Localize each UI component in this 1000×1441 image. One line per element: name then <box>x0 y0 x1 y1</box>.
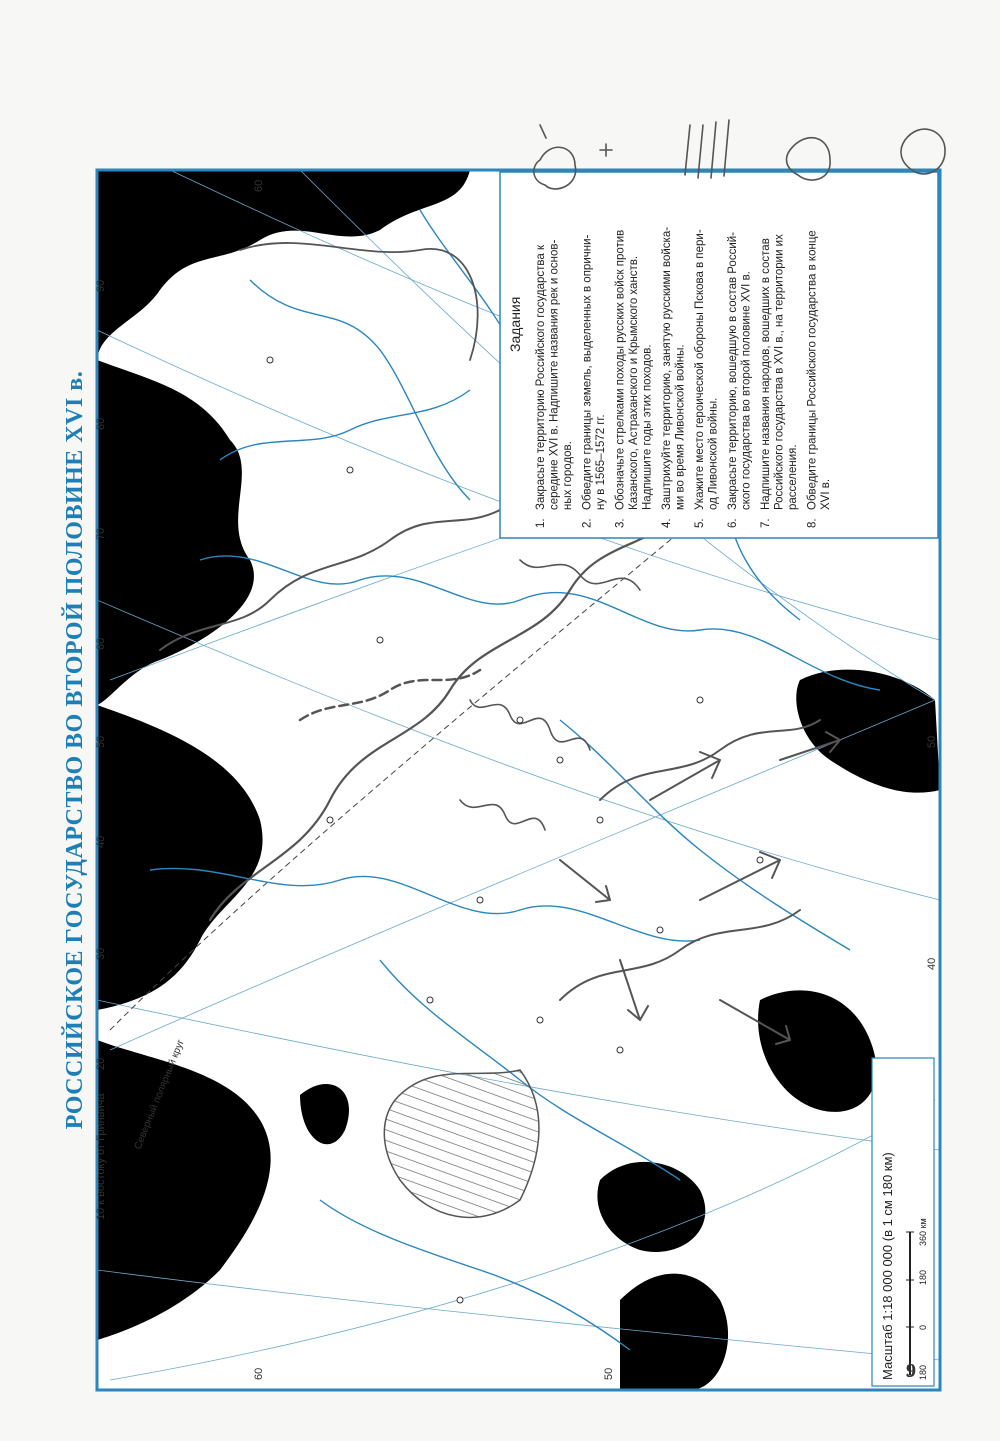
longitude-label: 70 <box>95 527 107 540</box>
page-title: РОССИЙСКОЕ ГОСУДАРСТВО ВО ВТОРОЙ ПОЛОВИНЕ XVI в. <box>62 370 88 1130</box>
meridian-note: 10 к востоку от Гринвича <box>95 1093 107 1220</box>
task-text: середине XVI в. Надпишите названия рек и основ- <box>548 239 561 510</box>
scale-box <box>872 1058 934 1386</box>
scale-tick: 180 <box>918 1364 928 1380</box>
task-number: 7. <box>760 518 772 528</box>
task-text: ну в 1565–1572 гг. <box>595 414 607 510</box>
task-text: XVI в. <box>820 478 832 510</box>
longitude-label: 40 <box>95 835 107 848</box>
task-number: 6. <box>727 518 739 528</box>
task-number: 4. <box>661 518 673 528</box>
longitude-label: 90 <box>95 279 107 292</box>
page-number: 9 <box>906 1360 916 1382</box>
scale-tick: 0 <box>918 1324 928 1330</box>
task-text: Закрасьте территорию Российского государства к <box>535 245 547 510</box>
task-number: 1. <box>535 518 547 528</box>
task-text: од Ливонской войны. <box>707 397 720 510</box>
scale-tick: 180 <box>918 1269 928 1285</box>
longitude-label: 50 <box>926 735 938 748</box>
polar-circle-label: Северный полярный круг <box>132 1038 187 1152</box>
scale-label: Масштаб 1:18 000 000 (в 1 см 180 км) <box>880 1152 895 1380</box>
task-number: 2. <box>581 518 594 528</box>
task-text: Казанского, Астраханского и Крымского ханств. <box>628 255 640 510</box>
task-text: Российского государства в XVI в., на территории их <box>773 234 786 510</box>
pencil-blob <box>901 129 945 174</box>
latitude-label: 60 <box>253 1367 265 1380</box>
sea-water <box>620 1274 728 1390</box>
task-text: Обозначьте стрелками походы русских войск против <box>614 229 627 510</box>
task-text: Надпишите названия народов, вошедших в состав <box>760 238 772 510</box>
latitude-label: 50 <box>603 1367 615 1380</box>
task-text: ского государства во второй половине XVI в. <box>740 271 753 510</box>
tasks-heading: Задания <box>507 296 523 352</box>
task-text: расселения. <box>787 444 799 510</box>
longitude-label: 60 <box>95 637 107 650</box>
task-text: Закрасьте территорию, вошедшую в состав Россий- <box>727 231 739 510</box>
task-text: Надпишите годы этих походов. <box>641 344 654 510</box>
task-text: Заштрихуйте территорию, занятую русскими войска- <box>661 226 673 510</box>
longitude-label: 40 <box>926 957 938 970</box>
task-text: ми во время Ливонской войны. <box>674 344 687 510</box>
task-text: Укажите место героической обороны Пскова в пери- <box>694 229 706 510</box>
pencil-mark <box>540 125 612 156</box>
longitude-label: 20 <box>95 1057 107 1070</box>
task-text: ных городов. <box>562 441 574 510</box>
task-text: Обведите границы земель, выделенных в опрични- <box>581 234 594 510</box>
longitude-label: 30 <box>95 947 107 960</box>
task-number: 5. <box>694 518 706 528</box>
task-number: 8. <box>806 518 819 528</box>
longitude-label: 80 <box>95 417 107 430</box>
scale-tick: 360 км <box>918 1218 928 1246</box>
longitude-label: 50 <box>95 735 107 748</box>
latitude-label: 60 <box>253 179 265 192</box>
task-text: Обведите границы Российского государства в конце <box>806 230 819 510</box>
task-number: 3. <box>614 518 627 528</box>
tasks-box <box>500 172 938 538</box>
